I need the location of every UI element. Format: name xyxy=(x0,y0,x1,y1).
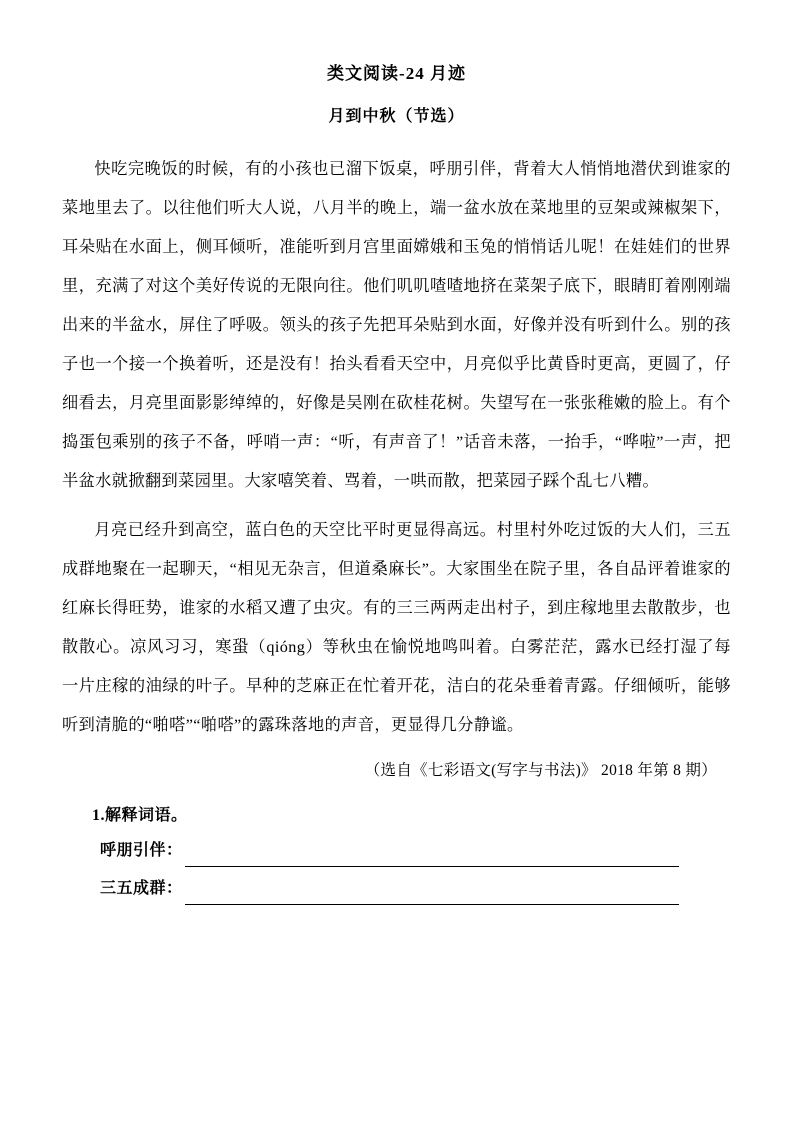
question-1-prompt: 1.解释词语。 xyxy=(92,807,188,825)
answer-label-1: 呼朋引伴： xyxy=(100,842,183,860)
body-paragraph-2: 月亮已经升到高空，蓝白色的天空比平时更显得高远。村里村外吃过饭的大人们，三五成群地聚在一起聊天，“相见无杂言，但道桑麻长”。大家围坐在院子里，各自品评着谁家的红麻长得旺势，谁家的水稻又遭了虫灾。有的三三两两走出村子，到庄稼地里去散散步，也散散心。凉风习习，寒蛩（qióng）等秋虫在愉悦地鸣叫着。白雾茫茫，露水已经打湿了每一片庄稼的油绿的叶子。早种的芝麻正在忙着开花，洁白的花朵垂着青露。仔细倾听，能够听到清脆的“啪嗒”“啪嗒”的露珠落地的声音，更显得几分静谧。 xyxy=(62,521,731,735)
questions-section xyxy=(62,799,731,905)
article-subtitle: 月到中秋（节选） xyxy=(328,107,465,125)
source-citation: （选自《七彩语文(写字与书法)》 2018 年第 8 期） xyxy=(364,762,717,780)
answer-row-1 xyxy=(62,835,731,867)
page-title: 类文阅读-24 月迹 xyxy=(327,64,466,83)
body-paragraph-1: 快吃完晚饭的时候，有的小孩也已溜下饭桌，呼朋引伴，背着大人悄悄地潜伏到谁家的菜地里去了。以往他们听大人说，八月半的晚上，端一盆水放在菜地里的豆架或辣椒架下，耳朵贴在水面上，侧耳倾听，准能听到月宫里面嫦娥和玉兔的悄悄话儿呢！在娃娃们的世界里，充满了对这个美好传说的无限向往。他们叽叽喳喳地挤在菜架子底下，眼睛盯着刚刚端出来的半盆水，屏住了呼吸。领头的孩子先把耳朵贴到水面，好像并没有听到什么。别的孩子也一个接一个换着听，还是没有！抬头看看天空中，月亮似乎比黄昏时更高，更圆了，仔细看去，月亮里面影影绰绰的，好像是吴刚在砍桂花树。失望写在一张张稚嫩的脸上。有个捣蛋包乘别的孩子不备，呼哨一声：“听，有声音了！”话音未落，一抬手，“哗啦”一声，把半盆水就掀翻到菜园里。大家嘻笑着、骂着，一哄而散，把菜园子踩个乱七八糟。 xyxy=(62,160,731,491)
answer-label-2: 三五成群： xyxy=(100,880,183,898)
answer-line-2[interactable] xyxy=(185,878,679,905)
answer-line-1[interactable] xyxy=(185,840,679,867)
answer-row-2 xyxy=(62,873,731,905)
